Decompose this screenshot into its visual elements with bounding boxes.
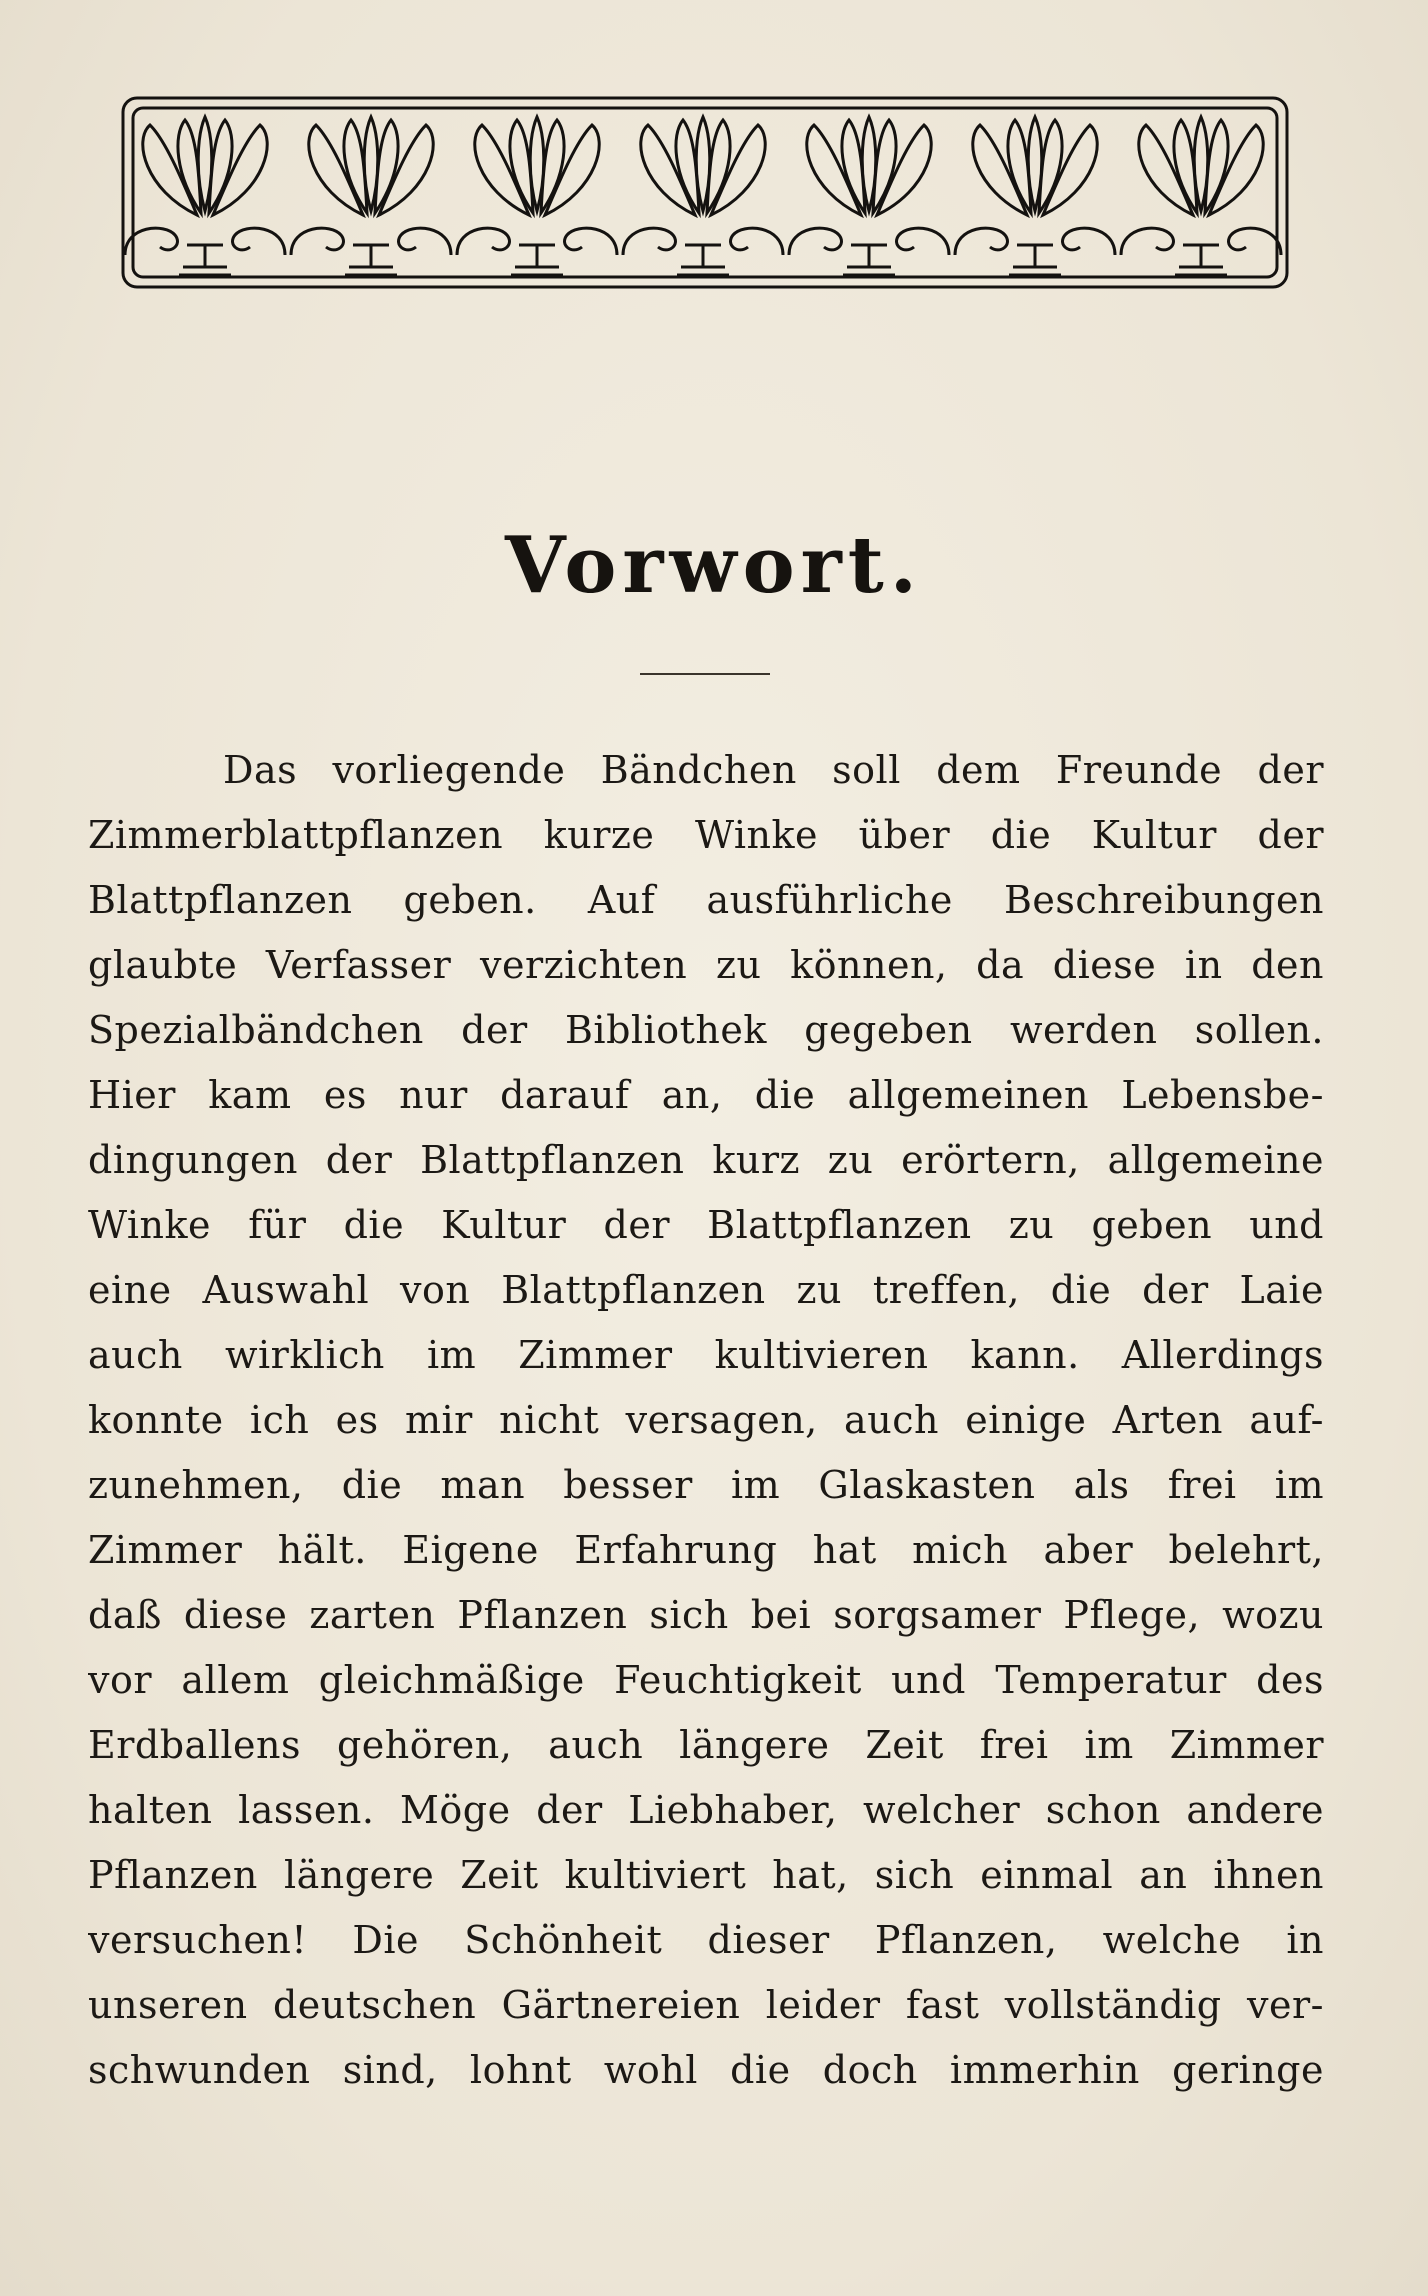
- text-line: glaubte Verfasser verzichten zu können, da diese in den: [88, 943, 1324, 987]
- title-divider: [640, 673, 770, 675]
- text-line: auch wirklich im Zimmer kultivieren kann. Allerdings: [88, 1333, 1324, 1377]
- text-line: unseren deutschen Gärtnereien leider fast vollständig ver-: [88, 1983, 1324, 2027]
- text-line: Zimmerblattpflanzen kurze Winke über die Kultur der: [88, 813, 1324, 857]
- ornament-palmette: [623, 117, 783, 275]
- decorative-header-border: [120, 95, 1290, 290]
- text-line: versuchen! Die Schönheit dieser Pflanzen, welche in: [88, 1918, 1324, 1962]
- page-title: Vorwort.: [505, 520, 923, 611]
- text-line: schwunden sind, lohnt wohl die doch immerhin geringe: [88, 2048, 1324, 2092]
- text-line: Pflanzen längere Zeit kultiviert hat, sich einmal an ihnen: [88, 1853, 1324, 1897]
- ornament-palmette: [291, 117, 451, 275]
- text-line: Erdballens gehören, auch längere Zeit frei im Zimmer: [88, 1723, 1324, 1767]
- ornament-palmette: [789, 117, 949, 275]
- text-line: Blattpflanzen geben. Auf ausführliche Beschreibungen: [88, 878, 1324, 922]
- ornament-palmette: [457, 117, 617, 275]
- text-line: zunehmen, die man besser im Glaskasten als frei im: [88, 1463, 1324, 1507]
- text-line: daß diese zarten Pflanzen sich bei sorgsamer Pflege, wozu: [88, 1593, 1324, 1637]
- text-line: halten lassen. Möge der Liebhaber, welcher schon andere: [88, 1788, 1324, 1832]
- ornament-palmette: [125, 117, 285, 275]
- ornament-palmette: [955, 117, 1115, 275]
- text-line: dingungen der Blattpflanzen kurz zu erörtern, allgemeine: [88, 1138, 1324, 1182]
- text-line: Winke für die Kultur der Blattpflanzen zu geben und: [88, 1203, 1324, 1247]
- text-line: Zimmer hält. Eigene Erfahrung hat mich aber belehrt,: [88, 1528, 1324, 1572]
- text-line: eine Auswahl von Blattpflanzen zu treffen, die der Laie: [88, 1268, 1324, 1312]
- text-line: konnte ich es mir nicht versagen, auch einige Arten auf-: [88, 1398, 1324, 1442]
- ornament-palmette: [1121, 117, 1281, 275]
- text-line: Spezialbändchen der Bibliothek gegeben werden sollen.: [88, 1008, 1324, 1052]
- text-line: Hier kam es nur darauf an, die allgemeinen Lebensbe-: [88, 1073, 1324, 1117]
- text-line: vor allem gleichmäßige Feuchtigkeit und Temperatur des: [88, 1658, 1324, 1702]
- preface-body: [88, 738, 1324, 2103]
- text-line: Das vorliegende Bändchen soll dem Freunde der: [223, 748, 1324, 792]
